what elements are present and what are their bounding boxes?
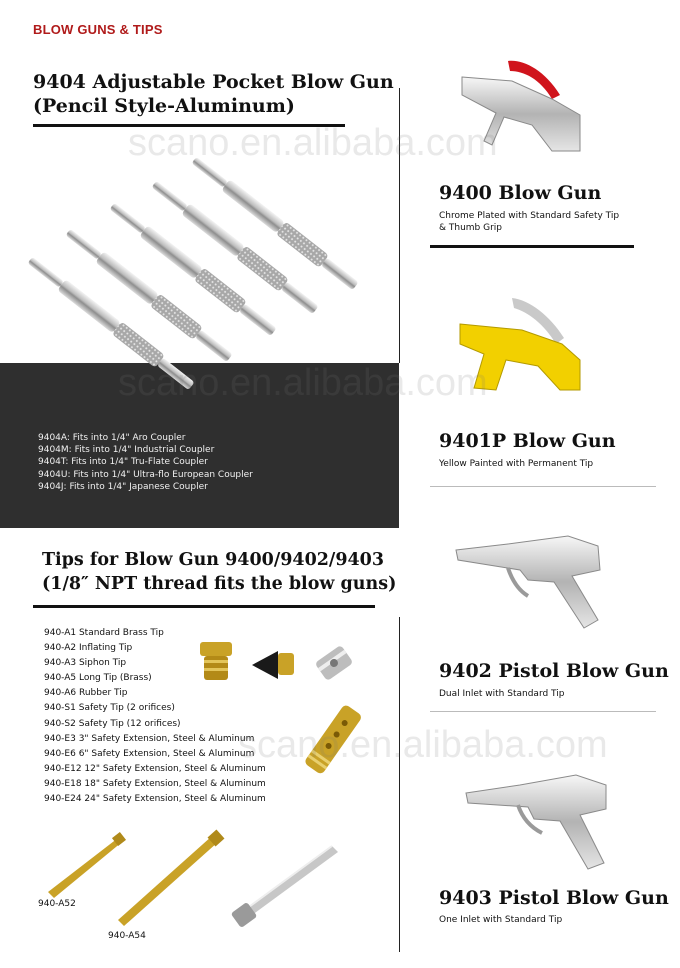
tip-item: 940-E18 18" Safety Extension, Steel & Aluminum xyxy=(44,778,266,789)
siphon-tip-image xyxy=(312,640,356,686)
rubber-tip-image xyxy=(248,645,300,681)
product-title: 9403 Pistol Blow Gun xyxy=(439,887,669,909)
tip-item: 940-E6 6" Safety Extension, Steel & Aluminum xyxy=(44,748,255,759)
product-rule xyxy=(430,486,656,487)
section-title: BLOW GUNS & TIPS xyxy=(33,22,163,37)
pencil-gun-title-line1: 9404 Adjustable Pocket Blow Gun xyxy=(33,71,394,93)
tips-title xyxy=(42,548,396,596)
watermark: scano.en.alibaba.com xyxy=(238,724,608,766)
product-desc: One Inlet with Standard Tip xyxy=(439,915,563,925)
product-title: 9401P Blow Gun xyxy=(439,430,616,452)
product-desc xyxy=(439,210,619,234)
brass-tip-image xyxy=(196,640,236,684)
label-a52: 940-A52 xyxy=(38,899,76,909)
spec-item: 9404T: Fits into 1/4" Tru-Flate Coupler xyxy=(38,457,208,468)
product-desc-line1: Chrome Plated with Standard Safety Tip xyxy=(439,211,620,221)
product-rule xyxy=(430,245,634,248)
tip-item: 940-A5 Long Tip (Brass) xyxy=(44,673,152,684)
product-title: 9400 Blow Gun xyxy=(439,182,602,204)
product-desc: Yellow Painted with Permanent Tip xyxy=(439,459,594,469)
spec-item: 9404J: Fits into 1/4" Japanese Coupler xyxy=(38,481,208,492)
tip-item: 940-S1 Safety Tip (2 orifices) xyxy=(44,703,175,714)
product-rule xyxy=(430,711,656,712)
tip-item: 940-E3 3" Safety Extension, Steel & Aluminum xyxy=(44,733,255,744)
long-brass-tip-a54-image xyxy=(112,828,227,928)
column-divider-bottom xyxy=(399,617,400,952)
tip-item: 940-E12 12" Safety Extension, Steel & Aluminum xyxy=(44,763,266,774)
watermark: scano.en.alibaba.com xyxy=(128,122,498,164)
spec-item: 9404M: Fits into 1/4" Industrial Coupler xyxy=(38,445,215,456)
tips-title-line1: Tips for Blow Gun 9400/9402/9403 xyxy=(42,550,385,570)
spec-item: 9404U: Fits into 1/4" Ultra-flo European Coupler xyxy=(38,469,253,480)
pencil-gun-title-line2: (Pencil Style-Aluminum) xyxy=(33,95,295,117)
product-desc: Dual Inlet with Standard Tip xyxy=(439,689,565,699)
tip-item: 940-A6 Rubber Tip xyxy=(44,688,128,699)
product-title: 9402 Pistol Blow Gun xyxy=(439,660,669,682)
tip-item: 940-S2 Safety Tip (12 orifices) xyxy=(44,718,181,729)
tip-item: 940-E24 24" Safety Extension, Steel & Aluminum xyxy=(44,794,266,805)
tip-item: 940-A1 Standard Brass Tip xyxy=(44,628,164,638)
tip-item: 940-A3 Siphon Tip xyxy=(44,658,127,669)
tips-title-rule xyxy=(33,605,375,608)
tips-title-line2: (1/8″ NPT thread fits the blow guns) xyxy=(42,574,397,594)
label-a54: 940-A54 xyxy=(108,931,146,941)
product-desc-line2: & Thumb Grip xyxy=(439,223,503,233)
pistol-blow-gun-9402-image xyxy=(448,510,628,640)
pencil-gun-spec-list xyxy=(38,432,253,493)
tip-item: 940-A2 Inflating Tip xyxy=(44,643,133,654)
watermark: scano.en.alibaba.com xyxy=(118,362,488,404)
safety-extension-image xyxy=(228,840,348,930)
spec-item: 9404A: Fits into 1/4" Aro Coupler xyxy=(38,433,186,443)
pencil-gun-title xyxy=(33,70,394,118)
